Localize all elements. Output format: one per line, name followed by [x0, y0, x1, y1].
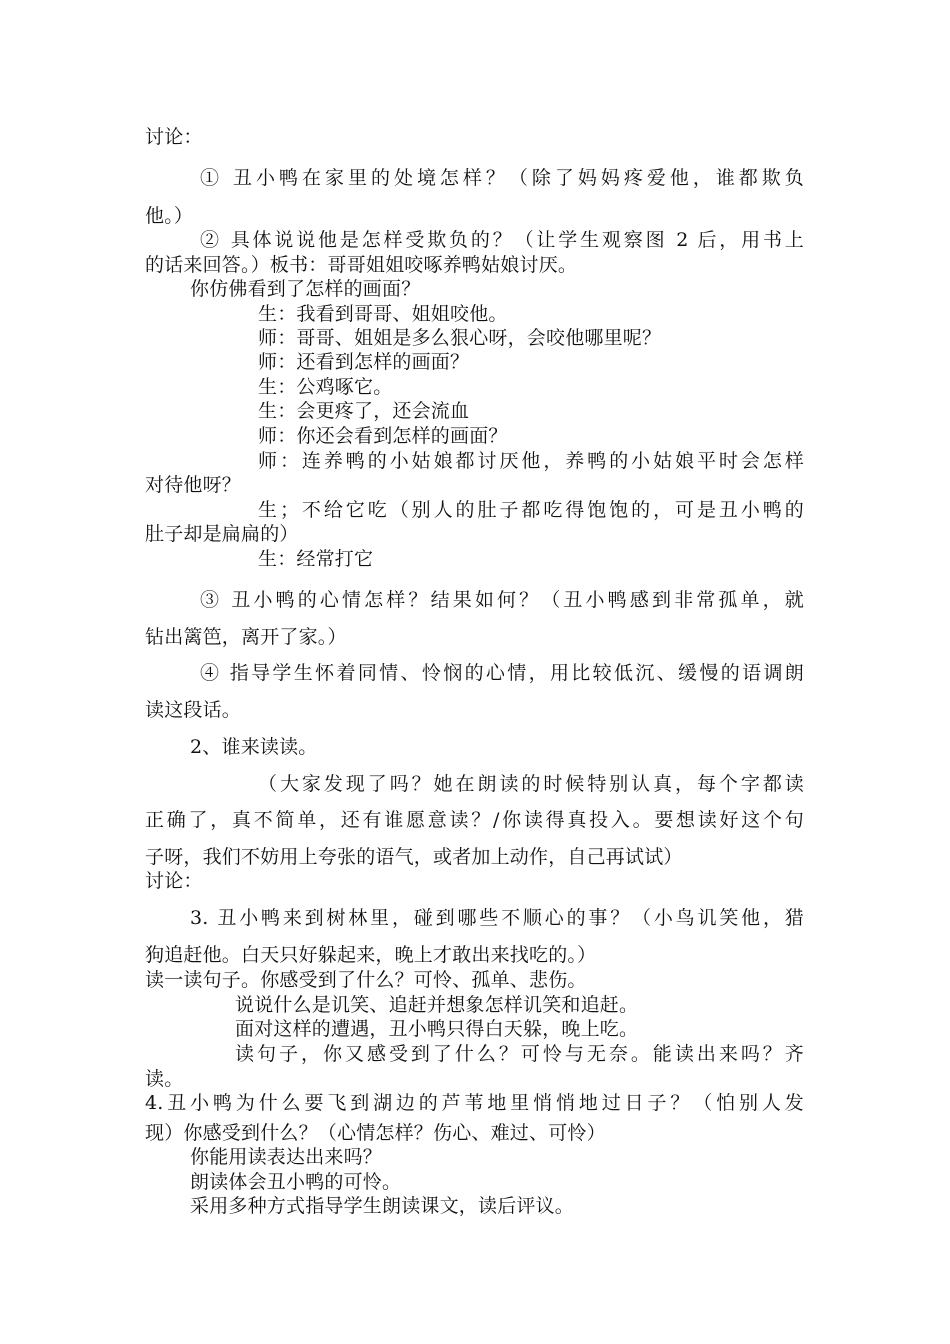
- text-line: 生：我看到哥哥、姐姐咬他。: [258, 303, 508, 325]
- text-line: 师：还看到怎样的画面？: [258, 351, 470, 373]
- text-line: ① 丑小鸭在家里的处境怎样？（除了妈妈疼爱他，谁都欺负: [200, 167, 804, 189]
- text-line: 正确了，真不简单，还有谁愿意读？/你读得真投入。要想读好这个句: [145, 809, 804, 831]
- text-line: 3. 丑小鸭来到树林里，碰到哪些不顺心的事？（小鸟讥笑他，猎: [190, 907, 804, 929]
- text-line: 对待他呀？: [145, 474, 242, 496]
- text-line: 生：公鸡啄它。: [258, 376, 393, 398]
- text-line: 钻出篱笆，离开了家。）: [145, 626, 347, 648]
- text-line: 读句子，你又感受到了什么？可怜与无奈。能读出来吗？齐: [235, 1043, 804, 1065]
- text-line: ② 具体说说他是怎样受欺负的？（让学生观察图 2 后，用书上: [200, 229, 804, 251]
- text-line: 讨论：: [145, 126, 203, 148]
- text-line: 师：你还会看到怎样的画面？: [258, 425, 508, 447]
- text-line: 读一读句子。你感受到了什么？可怜、孤单、悲伤。: [145, 969, 587, 991]
- text-line: 你仿佛看到了怎样的画面？: [190, 278, 421, 300]
- text-line: 讨论：: [145, 870, 203, 892]
- text-line: 采用多种方式指导学生朗读课文，读后评议。: [190, 1195, 575, 1217]
- text-line: ③ 丑小鸭的心情怎样？结果如何？（丑小鸭感到非常孤单，就: [200, 589, 804, 611]
- text-line: 朗读体会丑小鸭的可怜。: [190, 1171, 402, 1193]
- text-line: 子呀，我们不妨用上夸张的语气，或者加上动作，自己再试试）: [145, 846, 683, 868]
- text-line: （大家发现了吗？她在朗读的时候特别认真，每个字都读: [258, 773, 804, 795]
- text-line: ④ 指导学生怀着同情、怜悯的心情，用比较低沉、缓慢的语调朗: [200, 662, 804, 684]
- text-line: 读这段话。: [145, 699, 242, 721]
- text-line: 的话来回答。）板书：哥哥姐姐咬啄养鸭姑娘讨厌。: [145, 254, 578, 276]
- text-line: 现）你感受到什么？（心情怎样？伤心、难过、可怜）: [145, 1122, 606, 1144]
- text-line: 肚子却是扁扁的）: [145, 523, 299, 545]
- text-line: 师：哥哥、姐姐是多么狠心呀，会咬他哪里呢？: [258, 327, 662, 349]
- text-line: 生；不给它吃（别人的肚子都吃得饱饱的，可是丑小鸭的: [258, 499, 804, 521]
- text-line: 说说什么是讥笑、追赶并想象怎样讥笑和追赶。: [235, 994, 639, 1016]
- text-line: 你能用读表达出来吗？: [190, 1146, 383, 1168]
- text-line: 2、谁来读读。: [190, 736, 318, 758]
- text-line: 师：连养鸭的小姑娘都讨厌他，养鸭的小姑娘平时会怎样: [258, 450, 804, 472]
- text-line: 面对这样的遭遇，丑小鸭只得白天躲，晚上吃。: [235, 1018, 639, 1040]
- text-line: 生：经常打它: [258, 548, 374, 570]
- text-line: 狗追赶他。白天只好躲起来，晚上才敢出来找吃的。）: [145, 944, 597, 966]
- text-line: 他。）: [145, 205, 194, 227]
- text-line: 生：会更疼了，还会流血: [258, 400, 470, 422]
- text-line: 4.丑小鸭为什么要飞到湖边的芦苇地里悄悄地过日子？（怕别人发: [145, 1092, 804, 1114]
- text-line: 读。: [145, 1068, 184, 1090]
